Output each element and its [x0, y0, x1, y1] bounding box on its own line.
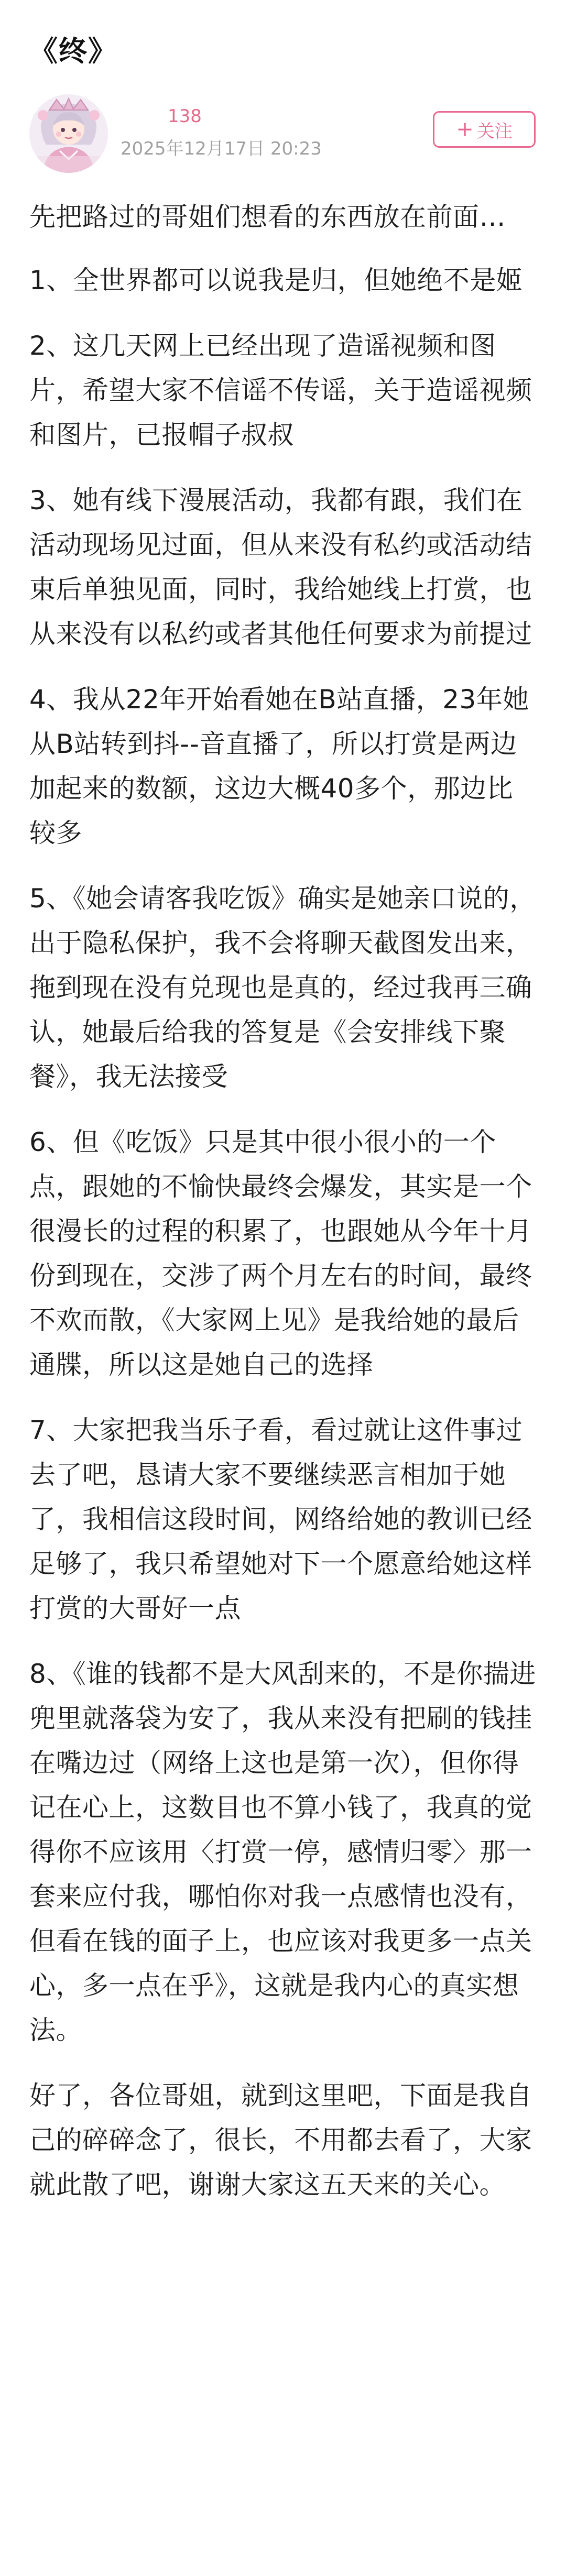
- plus-icon: +: [456, 117, 474, 141]
- post-timestamp: 2025年12月17日 20:23: [121, 138, 322, 159]
- avatar-image: [29, 94, 108, 173]
- post-body: [29, 195, 538, 2228]
- post-paragraph: 8、《谁的钱都不是大风刮来的，不是你揣进兜里就落袋为安了，我从来没有把刷的钱挂在嘴边过（网络上这也是第一次），但你得记在心上，这数目也不算小钱了，我真的觉得你不应该用〈打赏一停，感情归零〉那一套来应付我，哪怕你对我一点感情也没有，但看在钱的面子上，也应该对我更多一点关心，多一点在乎》，这就是我内心的真实想法。: [29, 1659, 536, 2045]
- post-paragraph: 5、《她会请客我吃饭》确实是她亲口说的，出于隐私保护，我不会将聊天截图发出来，拖到现在没有兑现也是真的，经过我再三确认，她最后给我的答复是《会安排线下聚餐》，我无法接受: [29, 883, 536, 1092]
- post-paragraph: 4、我从22年开始看她在B站直播，23年她从B站转到抖--音直播了，所以打赏是两边加起来的数额，这边大概40多个，那边比较多: [29, 684, 529, 848]
- post-paragraph: 7、大家把我当乐子看，看过就让这件事过去了吧，恳请大家不要继续恶言相加于她了，我相信这段时间，网络给她的教训已经足够了，我只希望她对下一个愿意给她这样打赏的大哥好一点: [29, 1415, 532, 1624]
- post-paragraph: 2、这几天网上已经出现了造谣视频和图片，希望大家不信谣不传谣，关于造谣视频和图片，已报帽子叔叔: [29, 331, 532, 450]
- post-paragraph: 6、但《吃饭》只是其中很小很小的一个点，跟她的不愉快最终会爆发，其实是一个很漫长的过程的积累了，也跟她从今年十月份到现在，交涉了两个月左右的时间，最终不欢而散，《大家网上见》是我给她的最后通牒，所以这是她自己的选择: [29, 1127, 532, 1380]
- follow-label: 关注: [476, 120, 513, 142]
- post-paragraph: 好了，各位哥姐，就到这里吧，下面是我自己的碎碎念了，很长，不用都去看了，大家就此散了吧，谢谢大家这五天来的关心。: [29, 2080, 532, 2200]
- post-paragraph: 3、她有线下漫展活动，我都有跟，我们在活动现场见过面，但从来没有私约或活动结束后单独见面，同时，我给她线上打赏，也从来没有以私约或者其他任何要求为前提过: [29, 485, 532, 649]
- follow-button[interactable]: [433, 111, 536, 148]
- post-paragraph: 1、全世界都可以说我是归，但她绝不是姬: [29, 265, 523, 295]
- author-row: [29, 94, 536, 173]
- author-name[interactable]: 138: [168, 106, 202, 127]
- post-title: 《终》: [29, 35, 117, 68]
- anime-girl-avatar-icon[interactable]: [29, 94, 108, 173]
- post-paragraph: 先把路过的哥姐们想看的东西放在前面…: [29, 202, 506, 232]
